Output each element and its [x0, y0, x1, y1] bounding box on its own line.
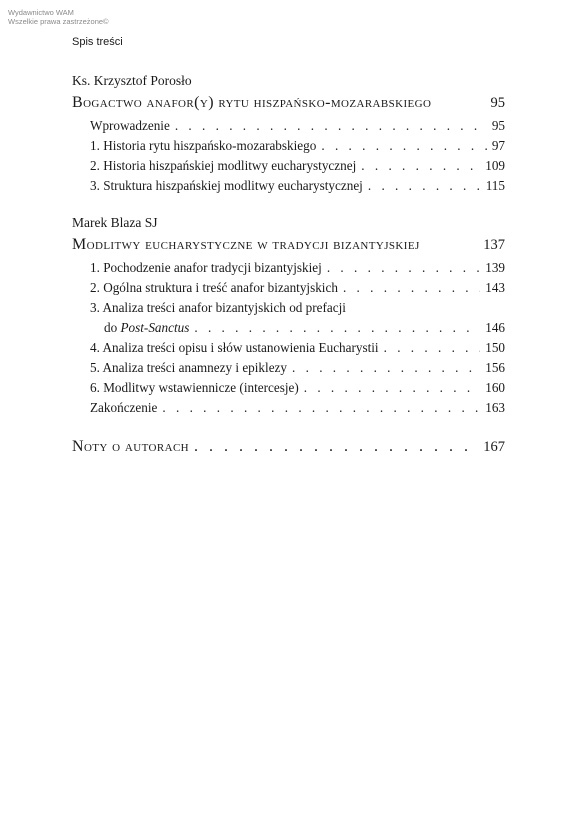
toc-notes-entry[interactable] [72, 436, 505, 458]
dot-leader [175, 116, 487, 136]
entry-title: 2. Historia hiszpańskiej modlitwy eucharystycznej [90, 158, 357, 173]
page-number: 160 [485, 380, 505, 395]
entry-title-italic: Post-Sanctus [120, 320, 190, 335]
page-number: 146 [485, 320, 505, 335]
page-number: 163 [485, 400, 505, 415]
toc-chapter-entry[interactable] [72, 234, 505, 256]
page-number: 95 [491, 118, 505, 133]
toc-entry[interactable] [72, 278, 505, 298]
dot-leader [304, 378, 480, 398]
author-name: Marek Blaza SJ [72, 215, 158, 230]
page-number: 156 [485, 360, 505, 375]
toc-entry-first-line[interactable]: 3. Analiza treści anafor bizantyjskich od prefacji [90, 300, 346, 315]
entry-title: 2. Ogólna struktura i treść anafor bizantyjskich [90, 280, 338, 295]
toc-entry[interactable] [72, 258, 505, 278]
toc-entry[interactable] [72, 338, 505, 358]
entry-title: 4. Analiza treści opisu i słów ustanowienia Eucharystii [90, 340, 379, 355]
notes-title: Noty o autorach [72, 438, 190, 455]
dot-leader [194, 318, 480, 338]
toc-entry[interactable] [72, 398, 505, 418]
running-head: Spis treści [72, 36, 123, 48]
toc-entry[interactable] [72, 136, 505, 156]
entry-title-prefix: do [104, 320, 121, 335]
toc-entry[interactable] [72, 358, 505, 378]
entry-title: 1. Pochodzenie anafor tradycji bizantyjskiej [90, 260, 322, 275]
page-number: 139 [485, 260, 505, 275]
watermark-rights: Wszelkie prawa zastrzeżone© [8, 17, 109, 26]
dot-leader [361, 156, 480, 176]
page-number: 143 [485, 280, 505, 295]
entry-title: 6. Modlitwy wstawiennicze (intercesje) [90, 380, 299, 395]
toc-entry[interactable] [72, 116, 505, 136]
entry-title: 3. Struktura hiszpańskiej modlitwy eucharystycznej [90, 178, 363, 193]
chapter-title: Bogactwo anafor(y) rytu hiszpańsko-mozarabskiego [72, 94, 432, 111]
watermark-publisher: Wydawnictwo WAM [8, 8, 74, 17]
table-of-contents [72, 72, 505, 460]
author-name: Ks. Krzysztof Porosło [72, 73, 192, 88]
toc-chapter-entry[interactable] [72, 92, 505, 114]
entry-title: Wprowadzenie [90, 118, 170, 133]
entry-title: 1. Historia rytu hiszpańsko-mozarabskiego [90, 138, 317, 153]
entry-title: 5. Analiza treści anamnezy i epiklezy [90, 360, 287, 375]
dot-leader [368, 176, 481, 196]
page-number: 109 [485, 158, 505, 173]
chapter-title: Modlitwy eucharystyczne w tradycji bizantyjskiej [72, 236, 420, 253]
page-number: 115 [485, 178, 505, 193]
entry-title: Zakończenie [90, 400, 158, 415]
toc-entry[interactable] [72, 318, 505, 338]
page-number: 167 [483, 439, 505, 455]
dot-leader [194, 436, 478, 458]
page-number: 97 [491, 138, 505, 153]
toc-entry[interactable] [72, 156, 505, 176]
toc-entry[interactable] [72, 176, 505, 196]
entry-title [104, 318, 189, 338]
page-number: 137 [483, 237, 505, 253]
toc-entry[interactable] [72, 378, 505, 398]
dot-leader [292, 358, 480, 378]
dot-leader [162, 398, 480, 418]
page-number: 95 [490, 95, 505, 111]
dot-leader [384, 338, 481, 358]
dot-leader [321, 136, 486, 156]
publisher-watermark [8, 8, 109, 26]
dot-leader [327, 258, 480, 278]
page-number: 150 [485, 340, 505, 355]
dot-leader [343, 278, 480, 298]
